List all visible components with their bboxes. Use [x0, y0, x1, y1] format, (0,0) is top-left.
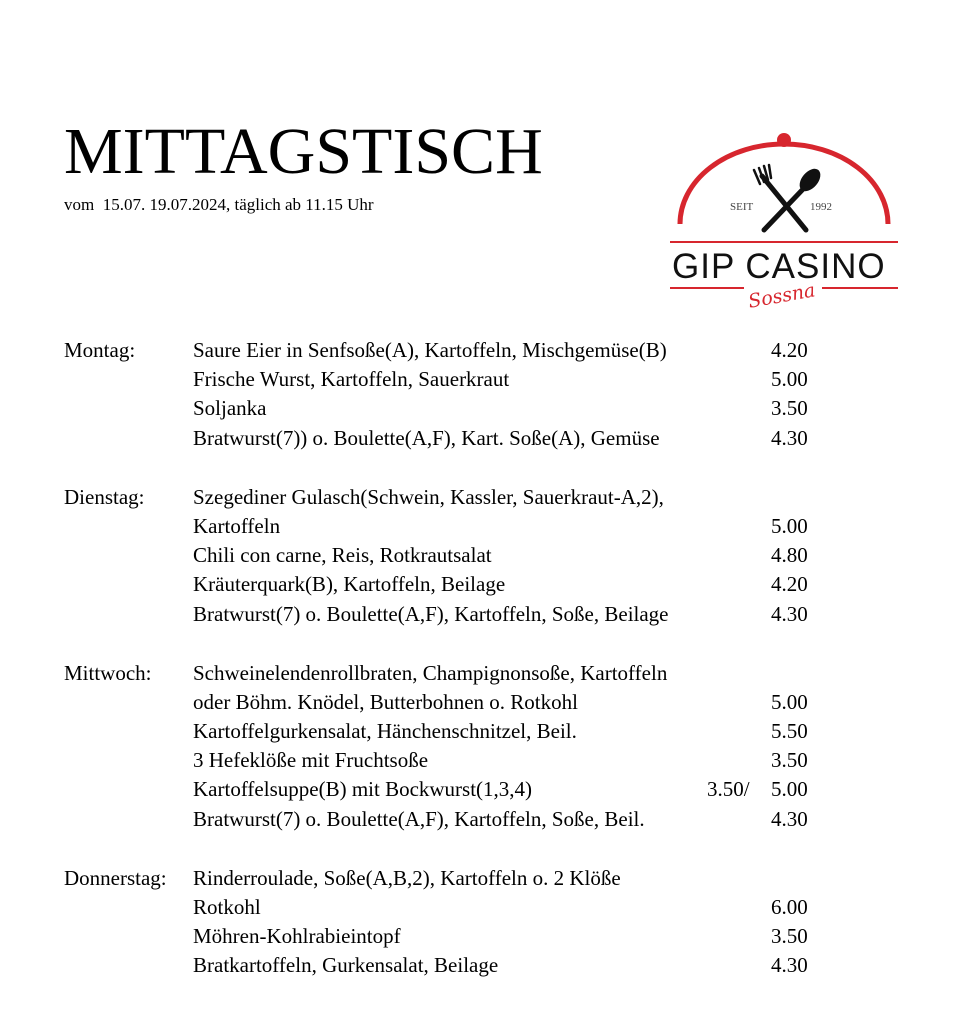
menu-line: [64, 775, 824, 804]
dish-text: Kartoffelsuppe(B) mit Bockwurst(1,3,4): [193, 777, 533, 802]
price: 3.50: [771, 924, 808, 949]
dish-text: Bratwurst(7)) o. Boulette(A,F), Kart. Soße(A), Gemüse: [193, 425, 660, 450]
day-block-montag: [64, 336, 824, 453]
price: 3.50: [771, 396, 808, 421]
price: 4.20: [771, 338, 808, 362]
menu-line: [64, 600, 824, 629]
dish-text: 3 Hefeklöße mit Fruchtsoße: [193, 748, 429, 773]
day-label: Montag:: [64, 338, 136, 362]
page-subtitle: vom 15.07. 19.07.2024, täglich ab 11.15 Uhr: [64, 195, 374, 214]
day-label: Mittwoch:: [64, 660, 152, 685]
dish-text: oder Böhm. Knödel, Butterbohnen o. Rotkohl: [193, 689, 578, 714]
price: 5.00: [771, 513, 808, 538]
price: 5.00: [771, 367, 808, 392]
page-title: MITTAGSTISCH: [64, 115, 543, 188]
dish-text: Bratwurst(7) o. Boulette(A,F), Kartoffeln, Soße, Beil.: [193, 806, 645, 831]
price-small: 3.50/: [707, 777, 750, 802]
dish-text: Schweinelendenrollbraten, Champignonsoße, Kartoffeln: [193, 660, 668, 685]
menu-line: [64, 746, 824, 775]
price: 4.30: [771, 953, 808, 978]
price: 3.50: [771, 748, 808, 773]
dish-text: Frische Wurst, Kartoffeln, Sauerkraut: [193, 367, 510, 392]
menu-line: [64, 893, 824, 922]
menu-line: [64, 483, 824, 512]
fork-spoon-icon: [754, 165, 824, 230]
dish-text: Rotkohl: [193, 895, 261, 919]
logo-year: 1992: [810, 201, 832, 213]
day-block-dienstag: [64, 483, 824, 629]
menu-line: [64, 659, 824, 688]
dish-text: Bratwurst(7) o. Boulette(A,F), Kartoffeln, Soße, Beilage: [193, 601, 669, 626]
price: 4.30: [771, 425, 808, 450]
price: 4.20: [771, 572, 808, 597]
dish-text: Möhren-Kohlrabieintopf: [193, 924, 401, 949]
price: 6.00: [771, 895, 808, 919]
dish-text: Kartoffelgurkensalat, Hänchenschnitzel, Beil.: [193, 719, 577, 744]
day-label: Dienstag:: [64, 484, 145, 509]
price: 4.30: [771, 806, 808, 831]
logo-seit: SEIT: [730, 201, 754, 213]
menu-line: [64, 717, 824, 746]
logo-name: GIP CASINO: [672, 247, 886, 286]
menu-line: [64, 541, 824, 570]
menu-line: [64, 688, 824, 717]
menu-line: [64, 951, 824, 980]
gip-casino-logo: [664, 128, 904, 318]
price: 4.30: [771, 601, 808, 626]
price: 5.00: [771, 689, 808, 714]
menu-list: [64, 336, 824, 1011]
dish-text: Bratkartoffeln, Gurkensalat, Beilage: [193, 953, 499, 978]
menu-line: [64, 512, 824, 541]
menu-line: [64, 336, 824, 365]
price: 5.50: [771, 719, 808, 744]
logo-script: Sossna: [746, 279, 817, 313]
menu-line: [64, 394, 824, 423]
menu-line: [64, 922, 824, 951]
day-block-donnerstag: [64, 864, 824, 981]
dish-text: Kartoffeln: [193, 513, 281, 538]
dish-text: Soljanka: [193, 396, 267, 421]
dish-text: Kräuterquark(B), Kartoffeln, Beilage: [193, 572, 506, 597]
menu-line: [64, 424, 824, 453]
price: 5.00: [771, 777, 808, 802]
day-block-mittwoch: [64, 659, 824, 834]
menu-line: [64, 805, 824, 834]
menu-line: [64, 365, 824, 394]
dish-text: Szegediner Gulasch(Schwein, Kassler, Sauerkraut-A,2),: [193, 484, 664, 509]
day-label: Donnerstag:: [64, 865, 167, 890]
menu-line: [64, 864, 824, 893]
menu-line: [64, 570, 824, 599]
dish-text: Rinderroulade, Soße(A,B,2), Kartoffeln o. 2 Klöße: [193, 865, 621, 890]
dish-text: Saure Eier in Senfsoße(A), Kartoffeln, Mischgemüse(B): [193, 338, 667, 362]
price: 4.80: [771, 543, 808, 568]
dish-text: Chili con carne, Reis, Rotkrautsalat: [193, 543, 492, 568]
